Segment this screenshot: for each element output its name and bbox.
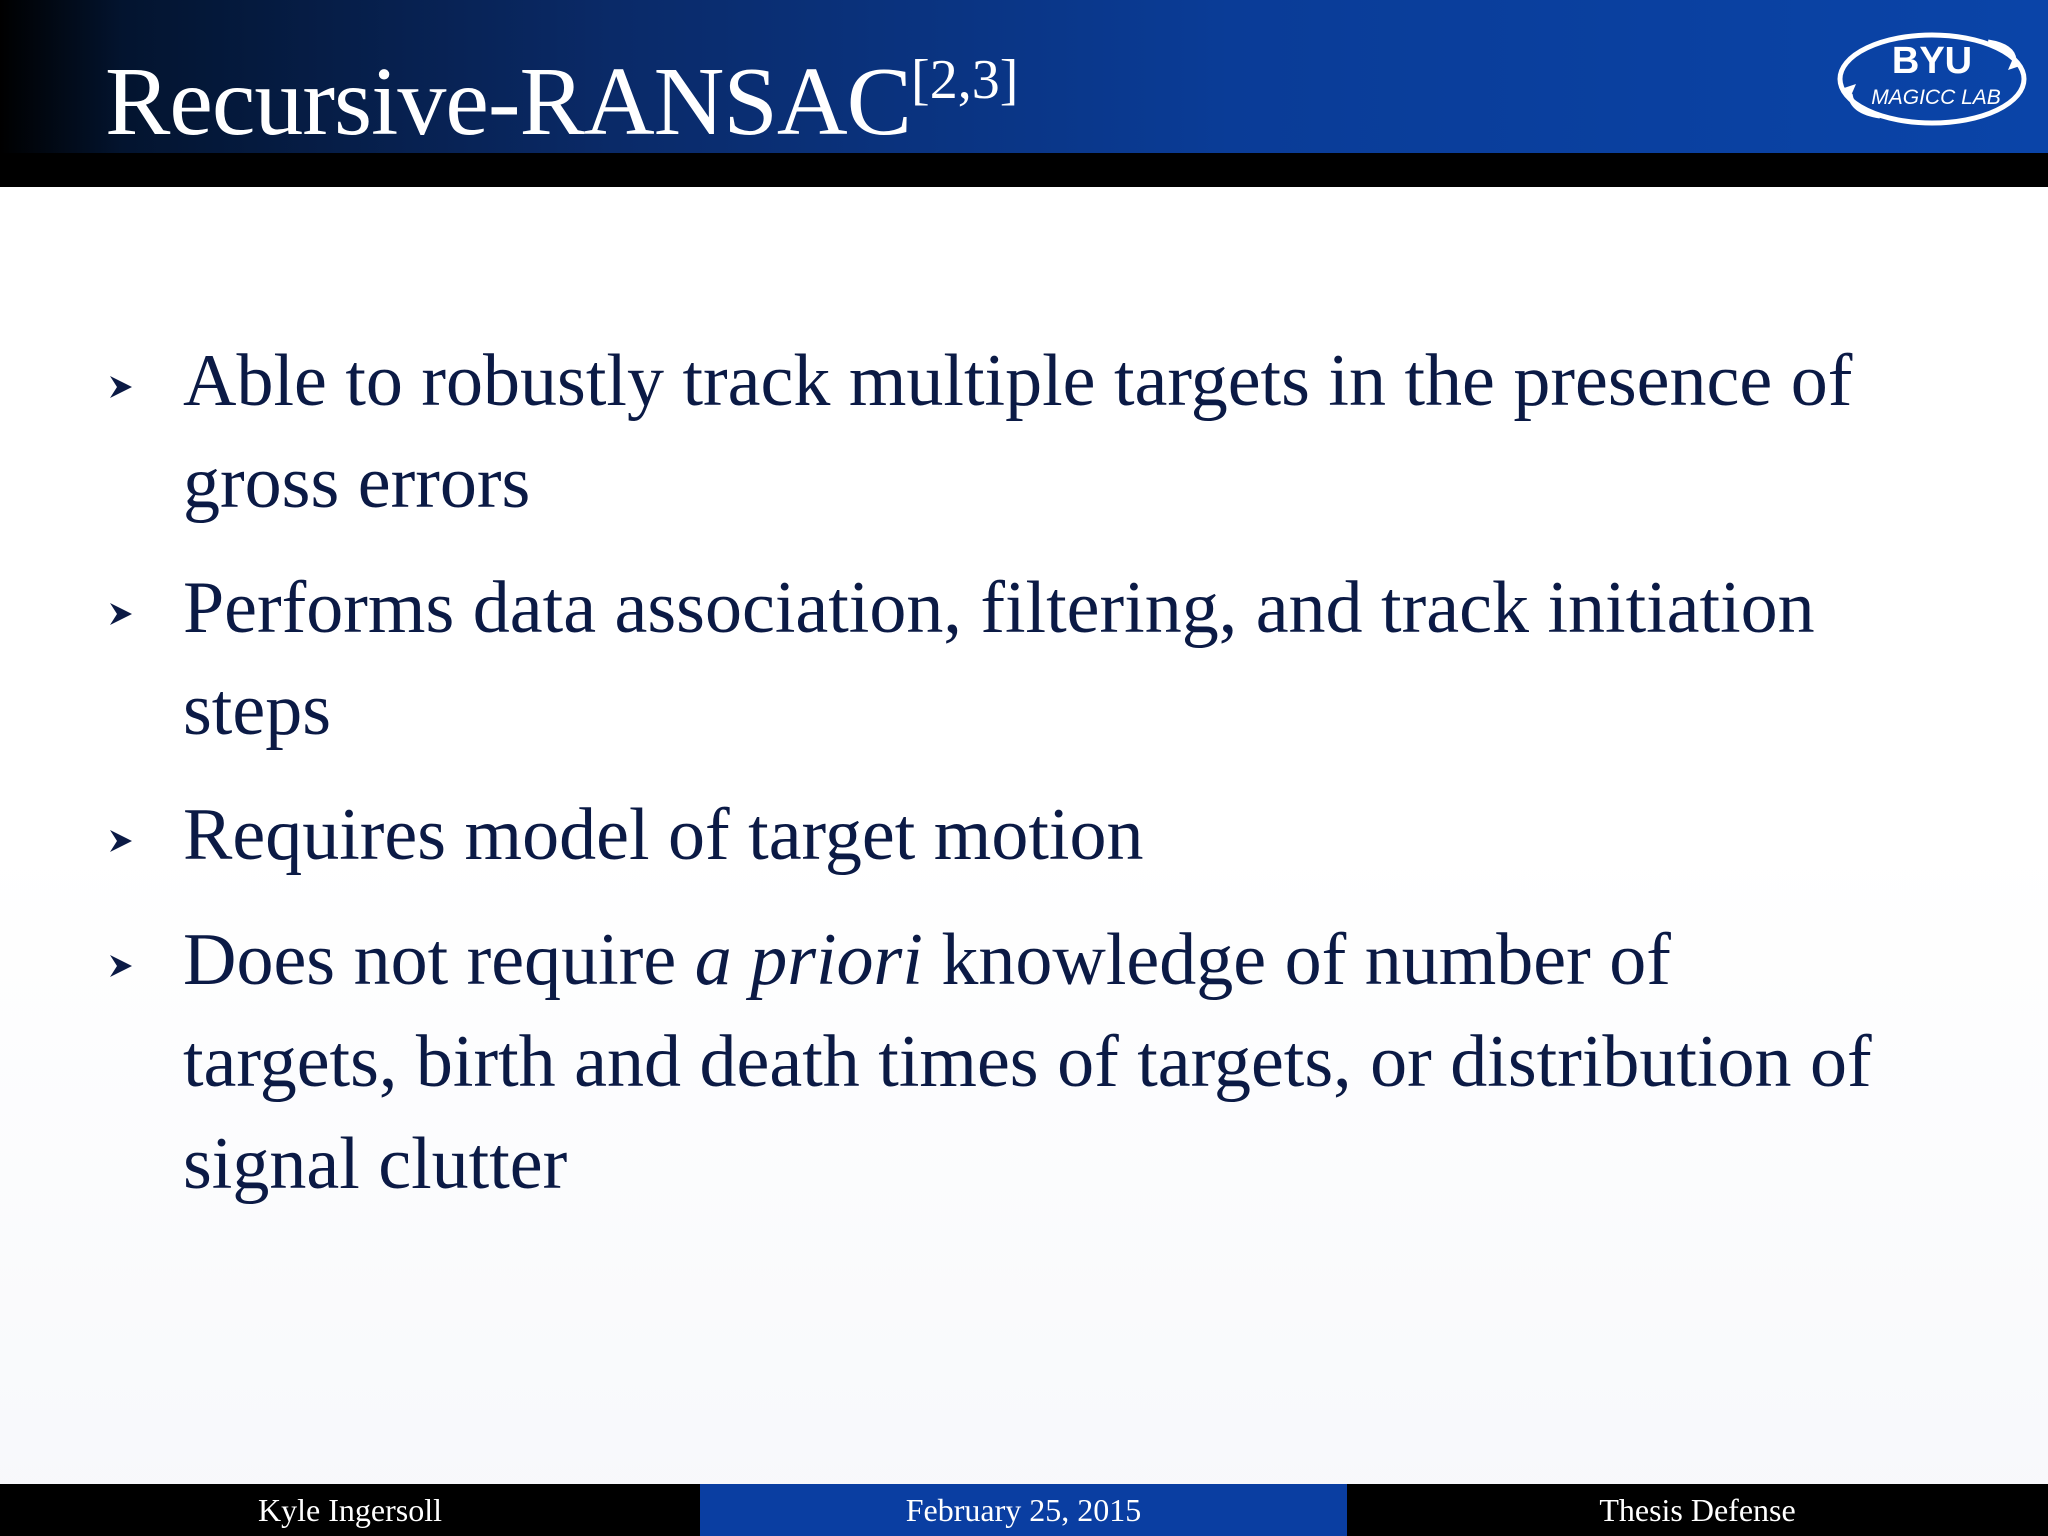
- footer-event: Thesis Defense: [1347, 1484, 2048, 1536]
- slide-title-text: Recursive-RANSAC: [105, 48, 912, 156]
- bullet-text: Requires model of target motion: [183, 794, 1144, 876]
- slide-title: [105, 48, 1019, 156]
- bullet-text: Able to robustly track multiple targets in the presence of gross errors: [183, 340, 1853, 524]
- bullet-item: [0, 909, 2048, 1215]
- chevron-right-icon: [107, 600, 135, 628]
- chevron-right-icon: [107, 827, 135, 855]
- byu-magicc-lab-logo: [1832, 24, 2032, 134]
- logo-svg: [1832, 24, 2032, 134]
- chevron-right-icon: [107, 373, 135, 401]
- chevron-right-icon: [107, 952, 135, 980]
- bullet-item: [0, 330, 2048, 534]
- title-citation: [2,3]: [911, 49, 1019, 111]
- bullet-text: Performs data association, filtering, and track initiation steps: [183, 567, 1815, 751]
- bullet-text-italic: a priori: [694, 919, 923, 1001]
- bullet-item: [0, 784, 2048, 886]
- bullet-text-after: knowledge of number of targets, birth and death times of targets, or distribution of signal clutter: [183, 919, 1872, 1205]
- logo-text-top: BYU: [1891, 40, 1973, 82]
- footer-author: Kyle Ingersoll: [0, 1484, 700, 1536]
- bullet-text-before: Does not require: [183, 919, 695, 1001]
- bullet-item: [0, 557, 2048, 761]
- footer: [0, 1484, 2048, 1536]
- logo-text-bottom: MAGICC LAB: [1871, 86, 2001, 109]
- footer-date: February 25, 2015: [700, 1484, 1347, 1536]
- bullet-text: [183, 919, 1872, 1205]
- bullet-list: [0, 330, 2048, 1238]
- header-rule: [0, 153, 2048, 187]
